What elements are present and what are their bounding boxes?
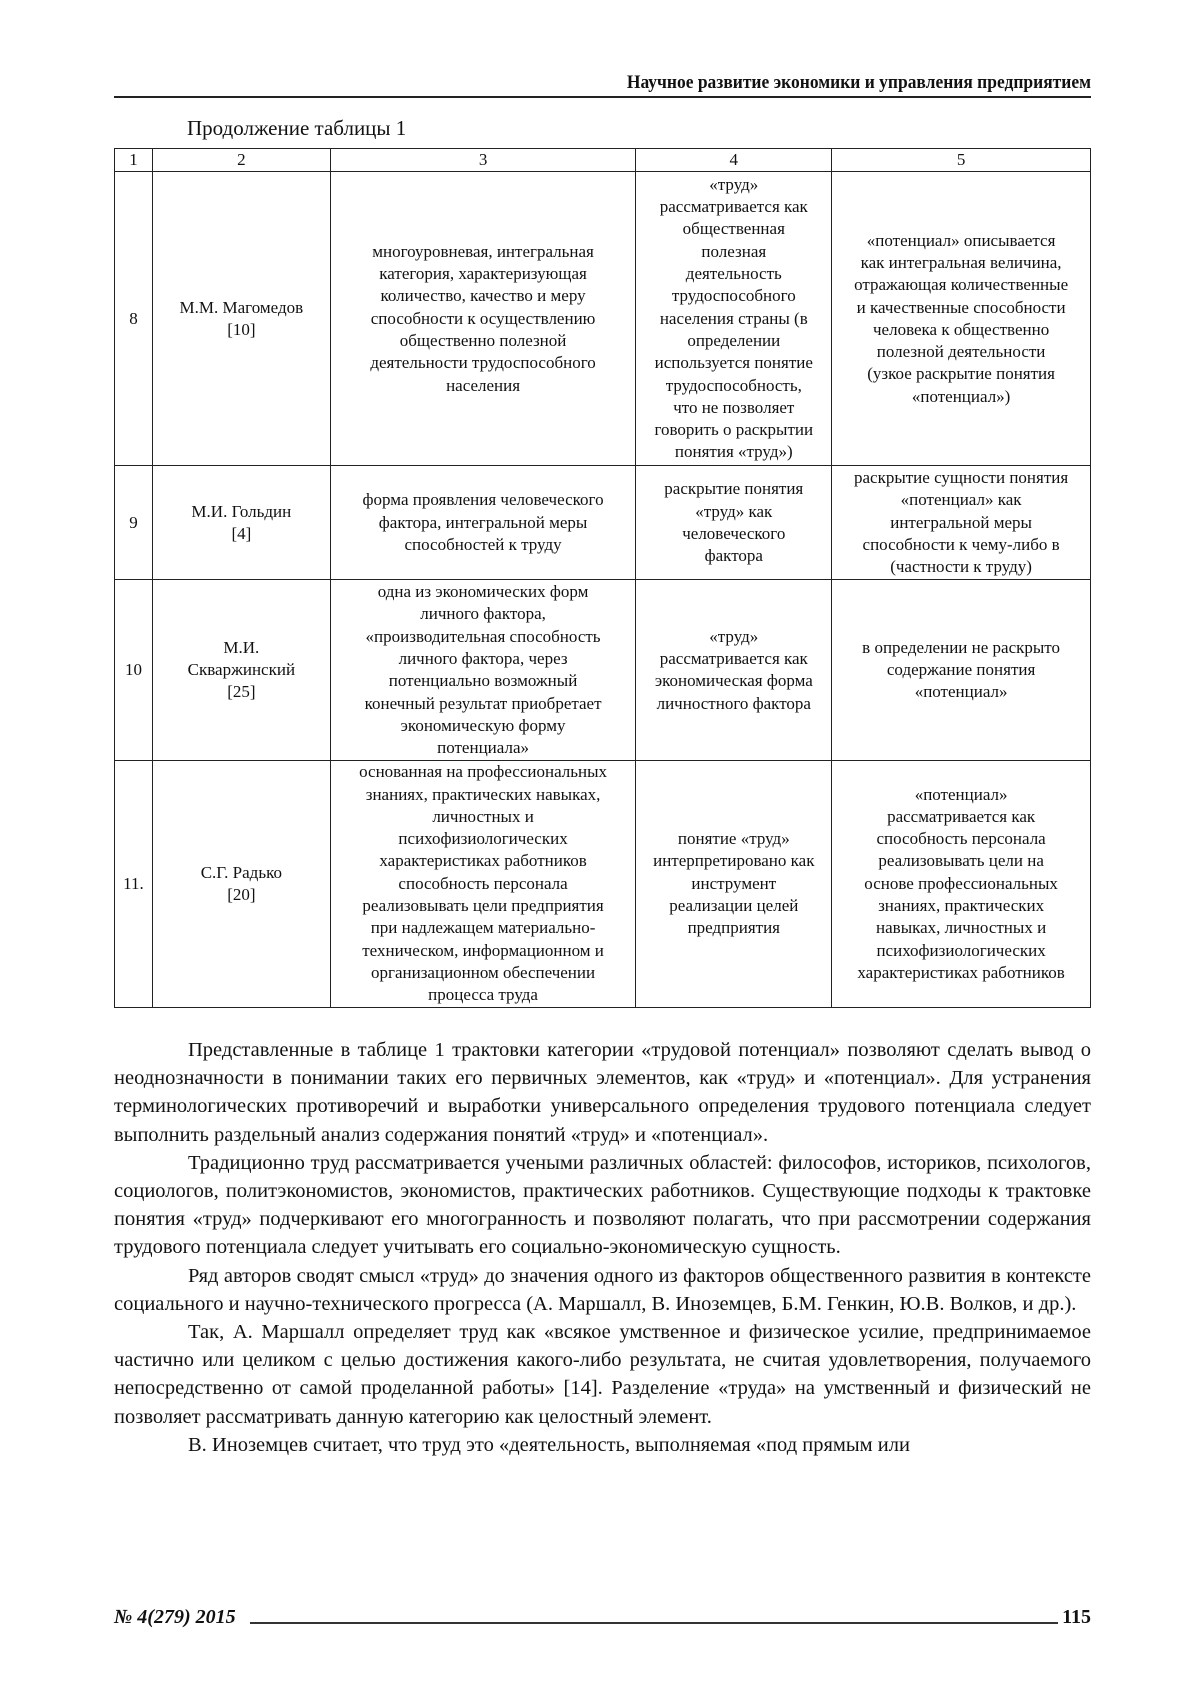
table-row bbox=[115, 172, 1091, 466]
table-caption: Продолжение таблицы 1 bbox=[187, 116, 407, 140]
author-cell: М.М. Магомедов [10] bbox=[152, 172, 330, 466]
column-header: 4 bbox=[636, 149, 832, 172]
labor-cell: раскрытие понятия «труд» как человеческого фактора bbox=[636, 466, 832, 580]
row-number: 8 bbox=[115, 172, 153, 466]
column-header: 5 bbox=[832, 149, 1091, 172]
paragraph: Традиционно труд рассматривается учеными различных областей: философов, историков, психологов, социологов, политэкономистов, экономистов, практических работников. Существующие подходы к трактовке понятия «труд» подчеркивают его многогранность и позволяют полагать, что при рассмотрении содержания трудового потенциала следует учитывать его социально-экономическую сущность. bbox=[114, 1151, 1091, 1259]
row-number: 9 bbox=[115, 466, 153, 580]
potential-cell: раскрытие сущности понятия «потенциал» как интегральной меры способности к чему-либо в (частности к труду) bbox=[832, 466, 1091, 580]
labor-cell: понятие «труд» интерпретировано как инструмент реализации целей предприятия bbox=[636, 761, 832, 1007]
row-number: 11. bbox=[115, 761, 153, 1007]
page-footer bbox=[114, 1606, 1091, 1629]
header-rule bbox=[114, 96, 1091, 98]
column-header: 2 bbox=[152, 149, 330, 172]
potential-cell: «потенциал» описывается как интегральная величина, отражающая количественные и качественные способности человека к общественно полезной деятельности (узкое раскрытие понятия «потенциал») bbox=[832, 172, 1091, 466]
paragraph: Ряд авторов сводят смысл «труд» до значения одного из факторов общественного развития в контексте социального и научно-технического прогресса (А. Маршалл, В. Иноземцев, Б.М. Генкин, Ю.В. Волков, и др.). bbox=[114, 1264, 1091, 1315]
definitions-table bbox=[114, 148, 1091, 1008]
definition-cell: одна из экономических форм личного фактора, «производительная способность личного фактора, через потенциально возможный конечный результат приобретает экономическую форму потенциала» bbox=[330, 580, 636, 761]
issue-number: № 4(279) 2015 bbox=[114, 1606, 236, 1628]
author-cell: М.И. Скваржинский [25] bbox=[152, 580, 330, 761]
definition-cell: многоуровневая, интегральная категория, характеризующая количество, качество и меру способности к осуществлению общественно полезной деятельности трудоспособного населения bbox=[330, 172, 636, 466]
author-cell: С.Г. Радько [20] bbox=[152, 761, 330, 1007]
footer-rule bbox=[250, 1622, 1058, 1624]
paragraph: В. Иноземцев считает, что труд это «деятельность, выполняемая «под прямым или bbox=[188, 1433, 910, 1456]
table-row bbox=[115, 466, 1091, 580]
potential-cell: в определении не раскрыто содержание понятия «потенциал» bbox=[832, 580, 1091, 761]
column-header: 3 bbox=[330, 149, 636, 172]
column-header: 1 bbox=[115, 149, 153, 172]
labor-cell: «труд» рассматривается как экономическая форма личностного фактора bbox=[636, 580, 832, 761]
definition-cell: основанная на профессиональных знаниях, практических навыках, личностных и психофизиологических характеристиках работников способность персонала реализовывать цели предприятия при надлежащем материально- техническом, информационном и организационном обеспечении процесса труда bbox=[330, 761, 636, 1007]
author-cell: М.И. Гольдин [4] bbox=[152, 466, 330, 580]
row-number: 10 bbox=[115, 580, 153, 761]
page-number: 115 bbox=[1062, 1606, 1091, 1628]
labor-cell: «труд» рассматривается как общественная полезная деятельность трудоспособного населения страны (в определении используется понятие трудоспособность, что не позволяет говорить о раскрытии понятия «труд») bbox=[636, 172, 832, 466]
running-header: Научное развитие экономики и управления предприятием bbox=[626, 72, 1091, 93]
table-row bbox=[115, 580, 1091, 761]
potential-cell: «потенциал» рассматривается как способность персонала реализовывать цели на основе профессиональных знаниях, практических навыках, личностных и психофизиологических характеристиках работников bbox=[832, 761, 1091, 1007]
table-row bbox=[115, 761, 1091, 1007]
body-text bbox=[114, 1036, 1091, 1459]
paragraph: Представленные в таблице 1 трактовки категории «трудовой потенциал» позволяют сделать вывод о неоднозначности в понимании таких его первичных элементов, как «труд» и «потенциал». Для устранения терминологических противоречий и выработки универсального определения трудового потенциала следует выполнить раздельный анализ содержания понятий «труд» и «потенциал». bbox=[114, 1039, 1091, 1146]
paragraph: Так, А. Маршалл определяет труд как «всякое умственное и физическое усилие, предпринимаемое частично или целиком с целью достижения какого-либо результата, не считая удовлетворения, получаемого непосредственно от самой проделанной работы» [14]. Разделение «труда» на умственный и физический не позволяет рассматривать данную категорию как целостный элемент. bbox=[114, 1321, 1091, 1428]
table-header-row bbox=[115, 149, 1091, 172]
definition-cell: форма проявления человеческого фактора, интегральной меры способностей к труду bbox=[330, 466, 636, 580]
